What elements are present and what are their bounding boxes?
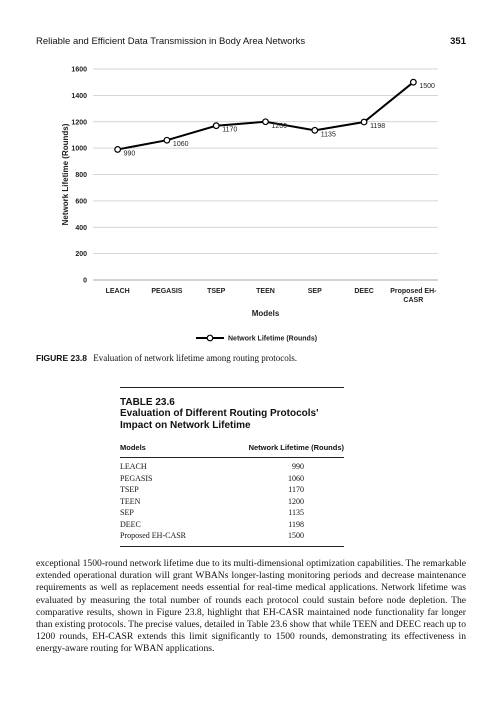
- figure-caption: [36, 353, 466, 363]
- data-point: [312, 128, 318, 134]
- table-row: [120, 519, 344, 531]
- x-tick-label: TSEP: [207, 288, 226, 295]
- network-lifetime-chart: [0, 56, 500, 348]
- table-cell-lifetime: 1135: [288, 508, 304, 517]
- table-cell-lifetime: 1170: [288, 485, 304, 494]
- x-tick-label: Proposed EH-: [390, 288, 437, 295]
- data-point: [164, 137, 170, 143]
- running-head-title: Reliable and Efficient Data Transmission in Body Area Networks: [36, 36, 306, 47]
- x-tick-label: DEEC: [354, 288, 374, 295]
- data-label: 1500: [419, 83, 435, 91]
- y-tick-label: 400: [75, 224, 87, 232]
- y-tick-label: 1600: [71, 66, 87, 74]
- x-tick-label: TEEN: [256, 288, 275, 295]
- y-tick-label: 0: [83, 277, 87, 285]
- figure-label: FIGURE 23.8: [36, 353, 88, 363]
- table-row: [120, 484, 344, 496]
- y-tick-label: 200: [75, 251, 87, 259]
- page-number: 351: [450, 36, 466, 47]
- x-tick-label: SEP: [307, 288, 322, 295]
- data-point: [361, 119, 367, 125]
- body-paragraph: exceptional 1500-round network lifetime due to its multi-dimensional optimization capabilities. The remarkable extended operational duration will grant WBANs longer-lasting monitoring periods and decrease maintenance requirements as well as replacement needs essential for real-time medical applications. Network lifetime was evaluated by measuring the total number of rounds each protocol could sustain before node depletion. The comparative results, shown in Figure 23.8, highlight that EH-CASR maintained node functionality far longer than existing protocols. The precise values, detailed in Table 23.6 show that while TEEN and DEEC reach up to 1200 rounds, EH-CASR extends this limit significantly to 1500 rounds, demonstrating its effectiveness in energy-aware routing for WBAN applications.: [36, 558, 466, 655]
- table-row: [120, 507, 344, 519]
- table-row: [120, 530, 344, 542]
- data-label: 1060: [172, 141, 189, 149]
- series-line: [118, 82, 414, 149]
- legend-label: Network Lifetime (Rounds): [228, 335, 318, 343]
- y-axis-title: Network Lifetime (Rounds): [61, 123, 70, 226]
- table-cell-lifetime: 1198: [288, 519, 304, 529]
- data-label: 990: [123, 150, 136, 158]
- table-cell-model: PEGASIS: [120, 473, 153, 483]
- table-cell-lifetime: 1200: [288, 496, 304, 506]
- table-row: [120, 458, 344, 473]
- data-point: [115, 147, 121, 153]
- x-tick-label: CASR: [403, 297, 424, 304]
- table-cell-model: TEEN: [120, 496, 141, 506]
- table-cell-lifetime: 990: [292, 462, 304, 471]
- legend-marker: [207, 335, 213, 341]
- table-cell-lifetime: 1500: [288, 531, 304, 540]
- data-label: 1198: [370, 123, 386, 131]
- data-label: 1135: [320, 131, 336, 139]
- table-row: [120, 496, 344, 508]
- y-tick-label: 1000: [71, 145, 87, 153]
- x-axis-title: Models: [251, 309, 280, 318]
- table-header-lifetime: Network Lifetime (Rounds): [212, 440, 344, 458]
- table-cell-model: DEEC: [120, 519, 141, 529]
- figure-caption-text: Evaluation of network lifetime among routing protocols.: [93, 353, 297, 363]
- y-tick-label: 1200: [71, 119, 87, 127]
- table-title-line1: Evaluation of Different Routing Protocols': [120, 408, 319, 419]
- running-head: [36, 36, 466, 47]
- data-label: 1200: [271, 122, 288, 130]
- y-tick-label: 600: [75, 198, 87, 206]
- data-point: [213, 123, 219, 129]
- table-cell-lifetime: 1060: [288, 473, 304, 483]
- data-point: [263, 119, 269, 125]
- y-tick-label: 1400: [71, 92, 87, 100]
- table-cell-model: LEACH: [120, 462, 147, 471]
- table-header-models: Models: [120, 440, 212, 458]
- x-tick-label: LEACH: [105, 288, 130, 295]
- table-block: [120, 387, 344, 547]
- data-label: 1170: [222, 126, 238, 134]
- table-title-line2: Impact on Network Lifetime: [120, 420, 251, 431]
- network-lifetime-table: [120, 440, 344, 542]
- y-tick-label: 800: [75, 172, 87, 179]
- table-number: TABLE 23.6: [120, 397, 175, 408]
- x-tick-label: PEGASIS: [151, 288, 183, 295]
- table-top-rule: [120, 387, 344, 388]
- table-cell-model: Proposed EH-CASR: [120, 531, 187, 540]
- data-point: [411, 79, 417, 85]
- table-row: [120, 473, 344, 485]
- table-cell-model: SEP: [120, 508, 134, 517]
- table-cell-model: TSEP: [120, 485, 139, 494]
- table-header-row: [120, 440, 344, 458]
- table-bottom-rule: [120, 546, 344, 547]
